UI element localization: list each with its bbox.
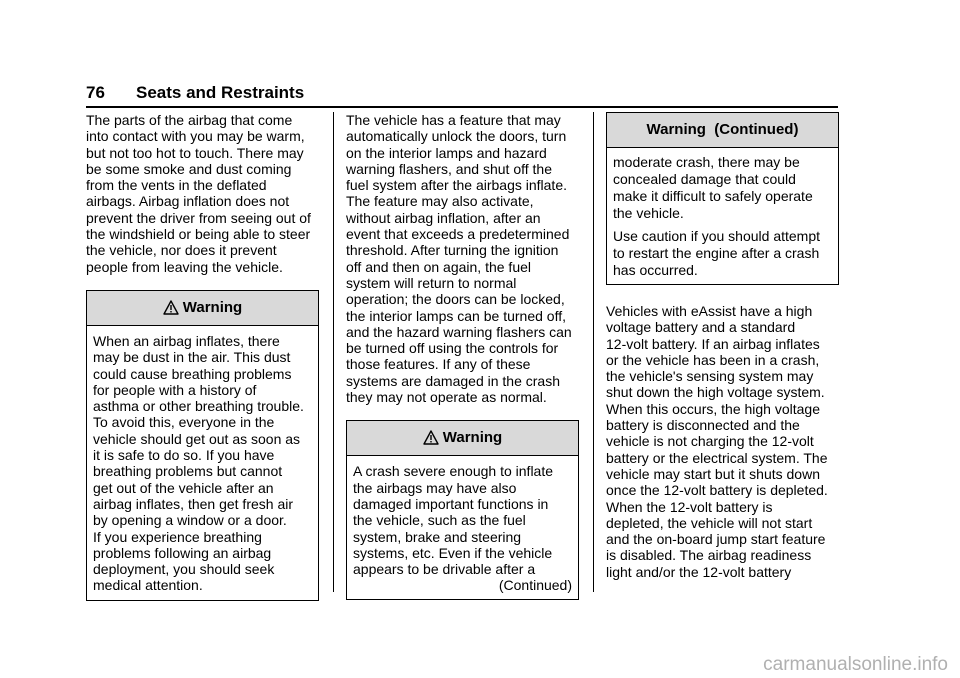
text-line: warning flashers, and shut off the — [346, 160, 552, 177]
column-2 — [346, 112, 580, 600]
text-line: to restart the engine after a crash — [613, 245, 820, 261]
text-line: vehicle should get out as soon as — [93, 430, 301, 447]
warning-triangle-icon — [423, 430, 439, 446]
page-header — [86, 82, 838, 108]
warning-paragraph — [613, 154, 832, 222]
body-paragraph — [606, 303, 840, 580]
text-line: make it difficult to safely operate — [613, 188, 813, 204]
continued-label: (Continued) — [498, 577, 572, 594]
text-line: systems are damaged in the crash — [346, 372, 560, 389]
warning-body — [347, 456, 578, 598]
text-line: When the 12-volt battery is — [606, 498, 773, 515]
text-line: the interior lamps can be turned off, — [346, 307, 566, 324]
text-line: The vehicle has a feature that may — [346, 112, 561, 128]
text-line: problems following an airbag — [93, 544, 272, 561]
text-line: When an airbag inflates, there — [93, 332, 280, 349]
warning-title: Warning — [182, 298, 243, 316]
text-line: appears to be drivable after a — [353, 561, 536, 578]
text-line: fuel system after the airbags inflate. — [346, 177, 567, 194]
column-1 — [86, 112, 320, 601]
text-line: A crash severe enough to inflate — [353, 463, 554, 480]
text-line: system, brake and steering — [353, 528, 522, 545]
text-line: or the vehicle has been in a crash, — [606, 351, 820, 368]
text-line: is disabled. The airbag readiness — [606, 547, 812, 564]
text-line: The feature may also activate, — [346, 193, 534, 210]
text-line: systems, etc. Even if the vehicle — [353, 544, 553, 561]
text-line: light and/or the 12-volt battery — [606, 563, 792, 580]
text-line: be some smoke and dust coming — [86, 160, 292, 177]
warning-box — [346, 420, 579, 599]
text-line: threshold. After turning the ignition — [346, 242, 559, 259]
text-line: moderate crash, there may be — [613, 154, 800, 170]
warning-continued-box — [606, 112, 839, 285]
watermark: carmanualsonline.info — [763, 654, 948, 675]
section-title: Seats and Restraints — [136, 83, 305, 102]
text-line: the vehicle. — [613, 205, 684, 221]
text-line: may be dust in the air. This dust — [93, 349, 291, 366]
text-line: The parts of the airbag that come — [86, 112, 293, 128]
text-line: depleted, the vehicle will not start — [606, 514, 813, 531]
text-line: it is safe to do so. If you have — [93, 447, 275, 464]
text-line: medical attention. — [93, 577, 203, 594]
warning-title: Warning — [442, 429, 503, 447]
text-line: event that exceeds a predetermined — [346, 226, 570, 243]
page-number: 76 — [86, 83, 105, 102]
text-line: deployment, you should seek — [93, 561, 275, 578]
text-line: To avoid this, everyone in the — [93, 414, 275, 431]
warning-header — [87, 291, 318, 326]
column-divider-1 — [333, 112, 334, 592]
column-3 — [606, 112, 840, 580]
text-line: battery or the electrical system. The — [606, 449, 828, 466]
text-line: breathing problems but cannot — [93, 463, 283, 480]
text-line: off and then on again, the fuel — [346, 258, 532, 275]
text-line: people from leaving the vehicle. — [86, 258, 283, 275]
text-line: vehicle may start but it shuts down — [606, 465, 820, 482]
text-line: the vehicle's sensing system may — [606, 368, 814, 385]
column-divider-2 — [593, 112, 594, 592]
text-line: asthma or other breathing trouble. — [93, 398, 304, 415]
text-line: once the 12-volt battery is depleted. — [606, 482, 828, 499]
text-line: those features. If any of these — [346, 356, 531, 373]
text-line: concealed damage that could — [613, 171, 796, 187]
text-line: When this occurs, the high voltage — [606, 400, 821, 417]
warning-body — [87, 326, 318, 600]
text-line: prevent the driver from seeing out of — [86, 209, 311, 226]
text-line: Use caution if you should attempt — [613, 228, 821, 244]
text-line: the vehicle, such as the fuel — [353, 512, 526, 529]
text-line: airbag inflates, then get fresh air — [93, 495, 294, 512]
text-line: voltage battery and a standard — [606, 319, 796, 336]
text-line: and the hazard warning flashers can — [346, 323, 572, 340]
text-line: for people with a history of — [93, 381, 257, 398]
text-line: be turned off using the controls for — [346, 340, 559, 357]
warning-title: Warning (Continued) — [646, 120, 799, 138]
text-line: system will return to normal — [346, 274, 517, 291]
warning-box — [86, 290, 319, 601]
text-line: battery is disconnected and the — [606, 417, 800, 434]
text-line: operation; the doors can be locked, — [346, 291, 565, 308]
text-line: the windshield or being able to steer — [86, 226, 311, 243]
text-line: could cause breathing problems — [93, 365, 292, 382]
text-line: has occurred. — [613, 262, 698, 278]
warning-header — [607, 113, 838, 148]
text-line: into contact with you may be warm, — [86, 128, 305, 145]
text-line: damaged important functions in — [353, 495, 549, 512]
text-line: vehicle is not charging the 12-volt — [606, 433, 814, 450]
text-line: the airbags may have also — [353, 479, 517, 496]
intro-paragraph — [86, 112, 320, 275]
text-line: on the interior lamps and hazard — [346, 144, 547, 161]
text-line: airbags. Airbag inflation does not — [86, 193, 290, 210]
text-line: they may not operate as normal. — [346, 389, 547, 406]
warning-triangle-icon — [163, 300, 179, 316]
intro-paragraph — [346, 112, 580, 405]
text-line: but not too hot to touch. There may — [86, 144, 304, 161]
warning-header — [347, 421, 578, 456]
warning-body — [607, 148, 838, 284]
text-line: and the on-board jump start feature — [606, 531, 826, 548]
text-line: the vehicle, nor does it prevent — [86, 242, 277, 259]
warning-paragraph — [613, 228, 832, 279]
text-line: If you experience breathing — [93, 528, 262, 545]
text-line: get out of the vehicle after an — [93, 479, 274, 496]
text-line: from the vents in the deflated — [86, 177, 267, 194]
text-line: without airbag inflation, after an — [346, 209, 541, 226]
text-line: shut down the high voltage system. — [606, 384, 825, 401]
text-line: automatically unlock the doors, turn — [346, 128, 567, 145]
text-line: by opening a window or a door. — [93, 512, 287, 529]
text-line: Vehicles with eAssist have a high — [606, 303, 813, 319]
text-line: 12-volt battery. If an airbag inflates — [606, 335, 820, 352]
